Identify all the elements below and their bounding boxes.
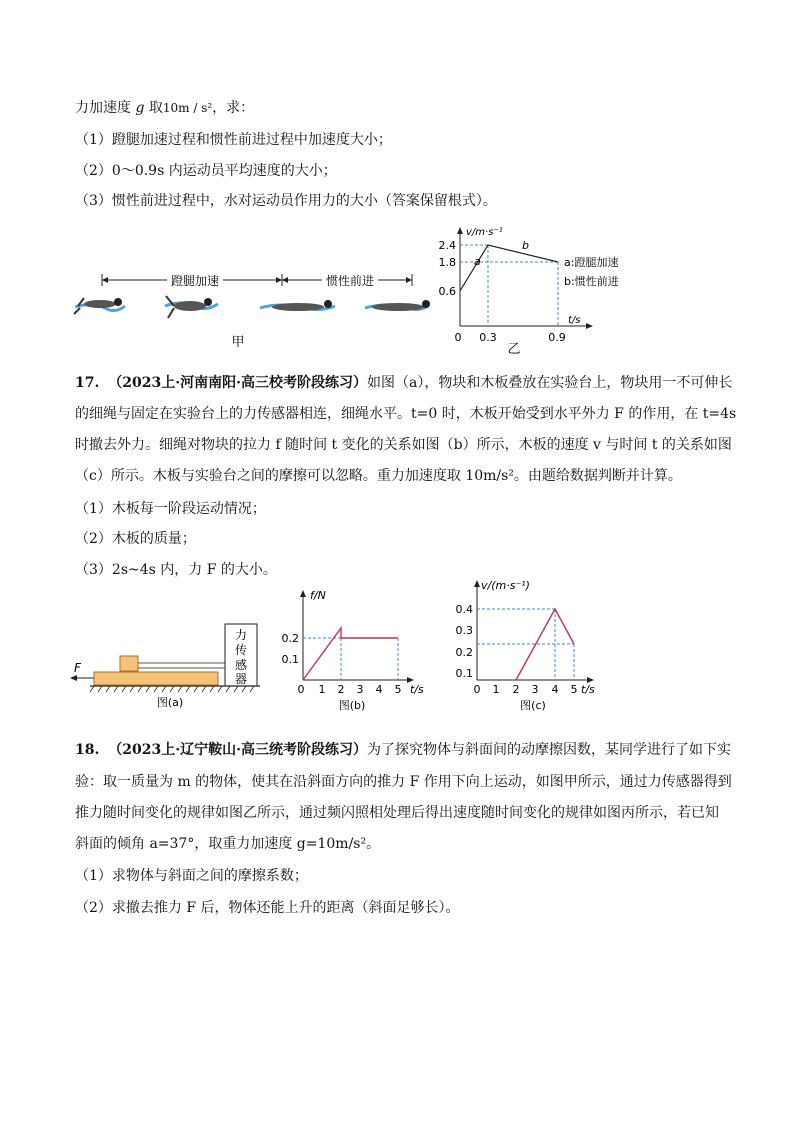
swimmer-2-icon [165, 296, 218, 318]
figure-b [280, 585, 440, 715]
g-value: 10m / s² [162, 101, 213, 115]
sensor-char-1: 力 [234, 628, 248, 642]
c-x-tick-3: 3 [531, 683, 539, 696]
q18-line-4: 斜面的倾角 a=37°，取重力加速度 g=10m/s²。 [75, 836, 381, 852]
q17-part-1: （1）木板每一阶段运动情况； [75, 501, 266, 517]
q17-line-3: 时撤去外力。细绳对物块的拉力 f 随时间 t 变化的关系如图（b）所示，木板的速度 v 与时间 t 的关系如图 [75, 437, 732, 453]
q16-intro [75, 98, 254, 118]
c-x-tick-0: 0 [473, 683, 481, 696]
q16-intro-mid: 取 [144, 100, 163, 116]
caption-a: 图(a) [156, 696, 184, 709]
q17-text-1: 如图（a），物块和木板叠放在实验台上，物块用一不可伸长 [366, 375, 733, 391]
yi-y-tick-2.4: 2.4 [438, 239, 456, 252]
b-x-axis-label: t/s [410, 683, 424, 696]
label-accel: 蹬腿加速 [170, 274, 220, 288]
c-x-axis-label: t/s [581, 683, 595, 696]
c-y-tick-0.4: 0.4 [455, 603, 473, 616]
swimmer-3-icon [260, 300, 335, 311]
q16-part-3: （3）惯性前进过程中，水对运动员作用力的大小（答案保留根式）。 [75, 193, 497, 209]
yi-y-tick-0.6: 0.6 [438, 285, 456, 298]
q18-number: 18. [75, 742, 100, 758]
b-y-axis-label: f/N [310, 589, 326, 602]
q17-number: 17. [75, 375, 100, 391]
figure-yi [430, 225, 630, 355]
q17-source: （2023上·河南南阳·高三校考阶段练习） [108, 375, 367, 391]
sensor-char-2: 传 [234, 643, 248, 657]
caption-b: 图(b) [338, 699, 366, 712]
q17-line-4: （c）所示。木板与实验台之间的摩擦可以忽略。重力加速度取 10m/s²。由题给数据判断并计算。 [75, 468, 682, 484]
b-x-tick-5: 5 [394, 683, 402, 696]
yi-y-axis-label: v/m·s⁻¹ [466, 227, 503, 238]
q18-source: （2023上·辽宁鞍山·高三统考阶段练习） [108, 742, 367, 758]
c-x-tick-5: 5 [570, 683, 578, 696]
c-y-axis-label: v/(m·s⁻¹) [481, 579, 530, 592]
b-y-tick-0.1: 0.1 [281, 653, 299, 666]
force-label: F [74, 661, 81, 675]
q16-part-1: （1）蹬腿加速过程和惯性前进过程中加速度大小； [75, 132, 392, 148]
caption-yi: 乙 [507, 342, 521, 357]
q18-part-1: （1）求物体与斜面之间的摩擦系数； [75, 868, 308, 884]
q18-text-1: 为了探究物体与斜面间的动摩擦因数，某同学进行了如下实 [366, 742, 731, 758]
yi-legend-a: a:蹬腿加速 [564, 256, 619, 269]
q18-line-3: 推力随时间变化的规律如图乙所示，通过频闪照相处理后得出速度随时间变化的规律如图丙所示，若已知 [75, 805, 719, 821]
yi-y-tick-1.8: 1.8 [438, 256, 456, 269]
label-inertia: 惯性前进 [325, 274, 375, 288]
q17-part-3: （3）2s~4s 内，力 F 的大小。 [75, 562, 277, 578]
yi-x-tick-0.9: 0.9 [548, 331, 566, 344]
swimmer-4-icon [365, 300, 430, 311]
c-x-tick-4: 4 [551, 683, 559, 696]
q18-part-2: （2）求撤去推力 F 后，物体还能上升的距离（斜面足够长）。 [75, 900, 460, 916]
figure-c [445, 575, 615, 715]
q17-line-1 [75, 373, 732, 393]
g-symbol: g [135, 100, 145, 116]
q17-line-2: 的细绳与固定在实验台上的力传感器相连，细绳水平。t=0 时，木板开始受到水平外力 F 的作用，在 t=4s [75, 406, 737, 422]
q18-line-2: 验：取一质量为 m 的物体，使其在沿斜面方向的推力 F 作用下向上运动，如图甲所示，通过力传感器得到 [75, 774, 732, 790]
swimmer-1-icon [74, 298, 125, 314]
c-x-tick-2: 2 [512, 683, 520, 696]
b-x-tick-0: 0 [297, 683, 305, 696]
yi-legend-b: b:惯性前进 [564, 275, 619, 288]
yi-x-tick-0: 0 [454, 331, 462, 344]
q18-line-1 [75, 740, 731, 760]
c-y-tick-0.2: 0.2 [455, 646, 473, 659]
yi-segment-a: a [474, 255, 481, 268]
q16-part-2: （2）0～0.9s 内运动员平均速度的大小； [75, 163, 337, 179]
yi-x-axis-label: t/s [568, 315, 581, 326]
caption-jia: 甲 [231, 335, 245, 350]
q17-part-2: （2）木板的质量； [75, 531, 196, 547]
block [120, 656, 138, 671]
yi-segment-b: b [522, 239, 529, 252]
force-arrow-icon [70, 675, 77, 681]
c-y-tick-0.3: 0.3 [455, 624, 473, 637]
b-x-tick-2: 2 [337, 683, 345, 696]
board [94, 672, 218, 685]
q16-intro-pre: 力加速度 [75, 100, 136, 116]
q16-intro-post: ，求： [212, 100, 255, 116]
c-y-tick-0.1: 0.1 [455, 667, 473, 680]
yi-graph-line [460, 245, 558, 291]
sensor-char-4: 器 [234, 672, 248, 686]
figure-a [70, 610, 270, 720]
caption-c: 图(c) [520, 699, 546, 712]
b-y-tick-0.2: 0.2 [281, 632, 299, 645]
yi-x-tick-0.3: 0.3 [479, 331, 497, 344]
b-x-tick-3: 3 [356, 683, 364, 696]
figure-jia [70, 262, 430, 352]
b-x-tick-1: 1 [318, 683, 326, 696]
b-x-tick-4: 4 [375, 683, 383, 696]
c-x-tick-1: 1 [492, 683, 500, 696]
b-graph-line [303, 628, 398, 680]
sensor-char-3: 感 [234, 658, 248, 672]
